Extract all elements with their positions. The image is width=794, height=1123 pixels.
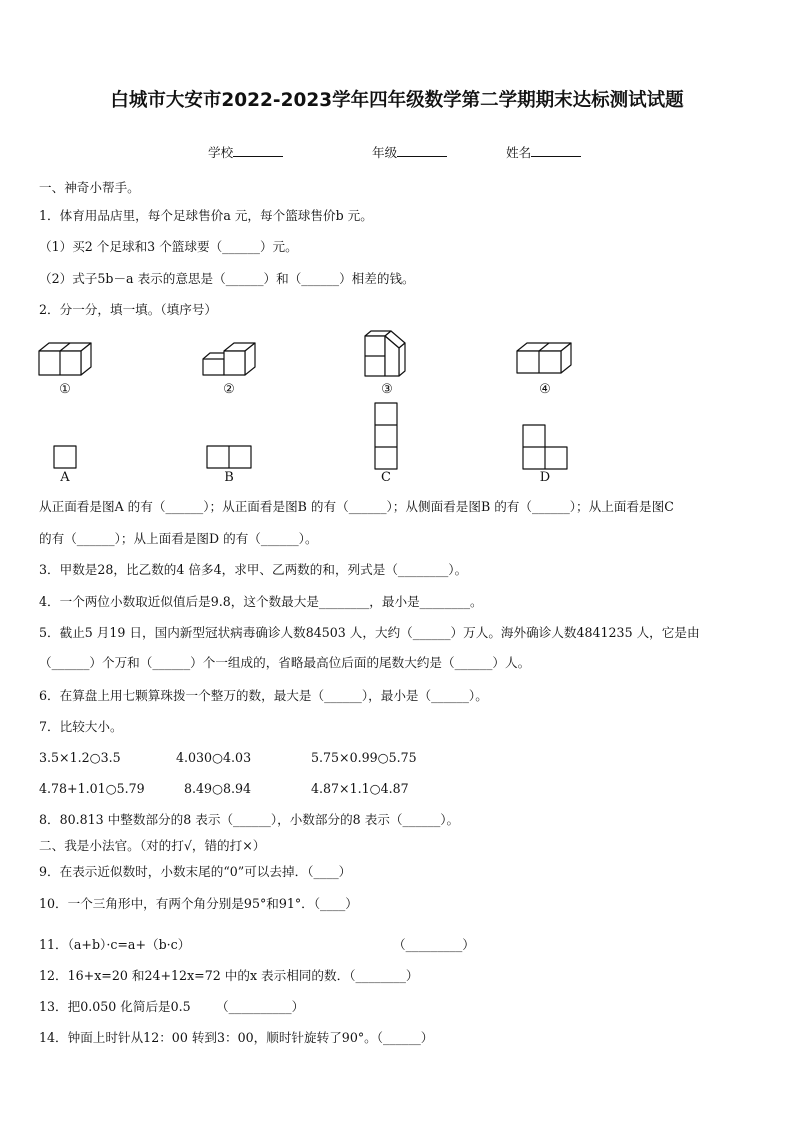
solid-figure-2	[202, 338, 258, 378]
question-11-answer[interactable]: （_________）	[393, 937, 475, 952]
grade-label: 年级	[372, 145, 398, 160]
section-1-heading: 一、神奇小帮手。	[39, 180, 140, 195]
compare-item-3: 5.75×0.99○5.75	[311, 750, 417, 765]
page-title: 白城市大安市2022-2023学年四年级数学第二学期期末达标测试试题	[110, 90, 684, 111]
school-field	[208, 142, 283, 161]
question-13: 13．把0.050 化简后是0.5	[39, 999, 191, 1014]
view-figure-a	[53, 445, 77, 469]
solid-label-1: ①	[59, 382, 71, 397]
question-13-answer[interactable]: （__________）	[216, 999, 305, 1014]
question-2: 2．分一分，填一填。（填序号）	[39, 302, 218, 317]
section-2-heading: 二、我是小法官。（对的打√，错的打×）	[39, 838, 266, 853]
view-figure-b	[206, 445, 252, 469]
compare-item-4: 4.78+1.01○5.79	[39, 781, 145, 796]
solid-figure-1	[38, 338, 94, 378]
question-2-line-2: 的有（______）；从上面看是图D 的有（______）。	[39, 531, 318, 546]
view-figure-c	[374, 402, 398, 470]
question-1: 1．体育用品店里，每个足球售价a 元，每个篮球售价b 元。	[39, 208, 373, 223]
name-blank[interactable]	[531, 143, 581, 157]
question-1-part-2: （2）式子5b－a 表示的意思是（______）和（______）相差的钱。	[39, 271, 415, 286]
name-label: 姓名	[506, 145, 532, 160]
solid-figure-4	[516, 338, 574, 378]
solid-label-3: ③	[381, 382, 393, 397]
view-label-c: C	[381, 470, 391, 485]
question-5-line-2: （______）个万和（______）个一组成的，省略最高位后面的尾数大约是（______）人。	[39, 655, 531, 670]
view-figure-d	[522, 424, 568, 470]
compare-item-2: 4.030○4.03	[176, 750, 252, 765]
grade-blank[interactable]	[397, 143, 447, 157]
question-1-part-1: （1）买2 个足球和3 个篮球要（______）元。	[39, 239, 298, 254]
question-6: 6．在算盘上用七颗算珠拨一个整万的数，最大是（______），最小是（______）。	[39, 688, 488, 703]
solid-label-4: ④	[539, 382, 551, 397]
question-3: 3．甲数是28，比乙数的4 倍多4，求甲、乙两数的和，列式是（________）。	[39, 562, 468, 577]
grade-field	[372, 142, 447, 161]
question-9: 9．在表示近似数时，小数末尾的“0”可以去掉．（____）	[39, 864, 352, 879]
compare-item-6: 4.87×1.1○4.87	[311, 781, 409, 796]
name-field	[506, 142, 581, 161]
school-label: 学校	[208, 145, 234, 160]
question-7: 7．比较大小。	[39, 719, 123, 734]
solid-figure-3	[364, 330, 410, 378]
question-11: 11．（a+b）·c=a+（b·c）	[39, 937, 191, 952]
solid-label-2: ②	[223, 382, 235, 397]
question-5-line-1: 5．截止5 月19 日，国内新型冠状病毒确诊人数84503 人，大约（______）万人。海外确诊人数4841235 人，它是由	[39, 625, 700, 640]
view-label-b: B	[224, 470, 234, 485]
view-label-d: D	[539, 470, 551, 485]
question-2-line-1: 从正面看是图A 的有（______）；从正面看是图B 的有（______）；从侧面看是图B 的有（______）；从上面看是图C	[39, 499, 674, 514]
question-14: 14．钟面上时针从12：00 转到3：00，顺时针旋转了90°。（______）	[39, 1030, 434, 1045]
question-8: 8．80.813 中整数部分的8 表示（______），小数部分的8 表示（______）。	[39, 812, 460, 827]
question-12: 12．16+x=20 和24+12x=72 中的x 表示相同的数．（________）	[39, 968, 419, 983]
school-blank[interactable]	[233, 143, 283, 157]
question-10: 10．一个三角形中，有两个角分别是95°和91°．（____）	[39, 896, 358, 911]
compare-item-5: 8.49○8.94	[184, 781, 252, 796]
compare-item-1: 3.5×1.2○3.5	[39, 750, 121, 765]
view-label-a: A	[60, 470, 70, 485]
question-4: 4．一个两位小数取近似值后是9.8，这个数最大是________，最小是________。	[39, 594, 483, 609]
